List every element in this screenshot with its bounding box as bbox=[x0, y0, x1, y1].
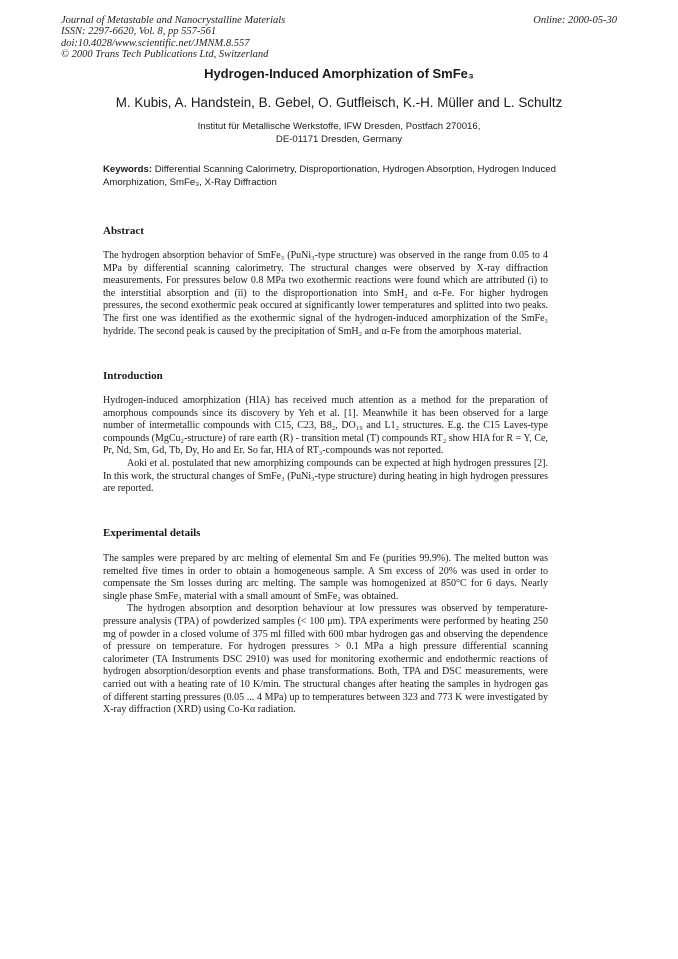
keywords bbox=[103, 164, 573, 189]
journal-name: Journal of Metastable and Nanocrystalline Materials bbox=[61, 15, 286, 26]
keywords-label: Keywords: bbox=[103, 164, 153, 175]
experimental-paragraph-1: The samples were prepared by arc melting of elemental Sm and Fe (purities 99.9%). The melted button was remelted five times in order to obtain a homogeneous sample. A Sm excess of 20% was used in order to compensate the Sm losses during arc melting. The sample was homogenized at 850°C for 6 days. Nearly single phase SmFe₃ material with a small amount of SmFe₂ was obtained. bbox=[103, 553, 548, 602]
introduction-paragraph-1: Hydrogen-induced amorphization (HIA) has received much attention as a method for the preparation of amorphous compounds since its discovery by Yeh et al. [1]. Meanwhile it has been observed for a large number of intermetallic compounds with C15, C23, B8₂, DO₁₉ and L1₂ structures. E.g. the C15 Laves-type compounds (MgCu₂-structure) of rare earth (R) - transition metal (T) compounds RT₂ show HIA for R = Y, Ce, Pr, Nd, Sm, Gd, Tb, Dy, Ho and Er. So far, HIA of RT₃-compounds was not reported. bbox=[103, 395, 548, 457]
affiliation bbox=[0, 121, 678, 146]
introduction-heading: Introduction bbox=[103, 370, 163, 382]
keywords-text: Differential Scanning Calorimetry, Disproportionation, Hydrogen Absorption, Hydrogen Induced Amorphization, SmFe₃, X-Ray Diffraction bbox=[103, 164, 556, 188]
experimental-paragraph-2: The hydrogen absorption and desorption behaviour at low pressures was observed by temperature-pressure analysis (TPA) of powderized samples (< 100 μm). TPA experiments were performed by heating 250 mg of powder in a closed volume of 375 ml filled with 600 mbar hydrogen gas and observing the dependence of pressure on temperature. For hydrogen pressures > 0.1 MPa a high pressure differential scanning calorimeter (TA Instruments DSC 2910) was used for monitoring exothermic and endothermic reactions of hydrogen absorption/desorption events and phase transformations. Both, TPA and DSC measurements, were carried out with a heating rate of 10 K/min. The structural changes after heating the samples in hydrogen gas of different starting pressures (0.05 ... 4 MPa) up to temperatures between 323 and 773 K were investigated by X-ray diffraction (XRD) using Co-Kα radiation. bbox=[103, 603, 548, 716]
paper-title: Hydrogen-Induced Amorphization of SmFe₃ bbox=[204, 66, 474, 81]
online-date: Online: 2000-05-30 bbox=[533, 15, 617, 26]
journal-copyright: © 2000 Trans Tech Publications Ltd, Switzerland bbox=[61, 49, 269, 61]
abstract-body bbox=[103, 250, 548, 338]
journal-header bbox=[61, 15, 617, 61]
journal-doi: doi:10.4028/www.scientific.net/JMNM.8.557 bbox=[61, 37, 250, 49]
introduction-body bbox=[103, 395, 548, 496]
experimental-body bbox=[103, 553, 548, 717]
author-list: M. Kubis, A. Handstein, B. Gebel, O. Gutfleisch, K.-H. Müller and L. Schultz bbox=[115, 95, 563, 110]
experimental-heading: Experimental details bbox=[103, 527, 201, 539]
affiliation-line-1: Institut für Metallische Werkstoffe, IFW Dresden, Postfach 270016, bbox=[197, 121, 481, 132]
affiliation-line-2: DE-01171 Dresden, Germany bbox=[275, 133, 403, 145]
abstract-text: The hydrogen absorption behavior of SmFe₃ (PuNi₃-type structure) was observed in the range from 0.05 to 4 MPa by differential scanning calorimetry. The structural changes were observed by X-ray diffraction measurements. For pressures below 0.8 MPa two exothermic reactions were found which are attributed (i) to the interstitial absorption and (ii) to the disproportionation into SmH₂ and α-Fe. For higher hydrogen pressures, the second exothermic peak occured at significantly lower temperatures and splitted into two peaks. The first one was identified as the exothermic signal of the hydrogen-induced amorphization of the SmFe₃ hydride. The second peak is caused by the precipitation of SmH₂ and α-Fe from the amorphous material. bbox=[103, 250, 548, 337]
abstract-heading: Abstract bbox=[103, 225, 144, 237]
journal-issn: ISSN: 2297-6620, Vol. 8, pp 557-561 bbox=[61, 26, 217, 38]
introduction-paragraph-2: Aoki et al. postulated that new amorphizing compounds can be expected at high hydrogen pressures [2]. In this work, the structural changes of SmFe₃ (PuNi₃-type structure) during heating in high hydrogen pressures are reported. bbox=[103, 457, 548, 495]
